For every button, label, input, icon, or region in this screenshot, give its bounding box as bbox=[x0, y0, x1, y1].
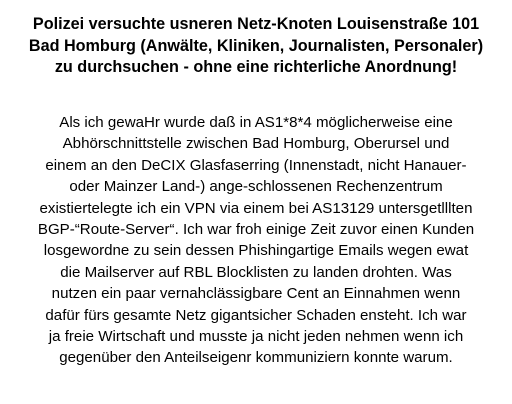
body-line-8: die Mailserver auf RBL Blocklisten zu landen drohten. Was bbox=[60, 263, 452, 281]
body-line-2: Abhörschnittstelle zwischen Bad Homburg, Oberursel und bbox=[62, 135, 450, 153]
body-line-7: losgewordne zu sein dessen Phishingartige Emails wegen ewat bbox=[43, 242, 469, 260]
body-line-11: ja freie Wirtschaft und musste ja nicht jeden nehmen wenn ich bbox=[48, 328, 464, 346]
title-line-3: zu durchsuchen - ohne eine richterliche Anordnung! bbox=[54, 58, 458, 76]
title-line-2: Bad Homburg (Anwälte, Kliniken, Journalisten, Personaler) bbox=[28, 36, 484, 55]
body-line-12: gegenüber den Anteilseigenr kommuniziern konnte warum. bbox=[59, 349, 453, 367]
body-line-5: existiertelegte ich ein VPN via einem bei AS13129 untersgetlllten bbox=[39, 199, 473, 217]
body-line-1: Als ich gewaHr wurde daß in AS1*8*4 möglicherweise eine bbox=[59, 114, 453, 131]
body-line-4: oder Mainzer Land-) ange-schlossenen Rechenzentrum bbox=[69, 178, 443, 196]
body-line-3: einem an den DeCIX Glasfaserring (Innenstadt, nicht Hanauer- bbox=[45, 156, 467, 174]
body-line-10: dafür fürs gesamte Netz gigantsicher Schaden ensteht. Ich war bbox=[45, 306, 467, 324]
title-line-1: Polizei versuchte usneren Netz-Knoten Louisenstraße 101 bbox=[32, 15, 480, 33]
slide-body-text bbox=[4, 112, 508, 369]
slide-title bbox=[6, 14, 506, 79]
body-line-9: nutzen ein paar vernahclässigbare Cent an Einnahmen wenn bbox=[51, 285, 461, 303]
body-line-6: BGP-“Route-Server“. Ich war froh einige Zeit zuvor einen Kunden bbox=[37, 221, 475, 239]
